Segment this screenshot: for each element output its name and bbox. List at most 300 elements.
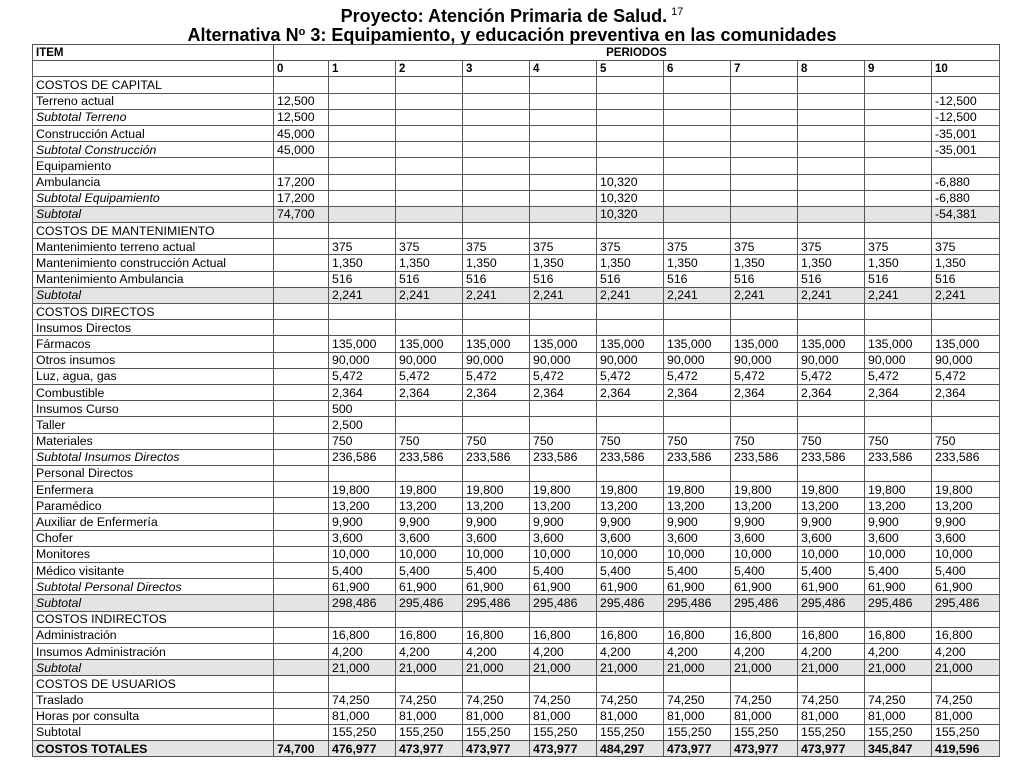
period-header-cell: 1 [329, 61, 396, 77]
value-cell: 74,250 [865, 692, 932, 708]
value-cell [329, 158, 396, 174]
value-cell: 476,977 [329, 741, 396, 757]
value-cell [664, 93, 731, 109]
table-row [33, 741, 1000, 757]
value-cell: 1,350 [329, 255, 396, 271]
value-cell: 155,250 [530, 724, 597, 740]
value-cell: 295,486 [396, 595, 463, 611]
value-cell: 295,486 [865, 595, 932, 611]
period-header-cell: 9 [865, 61, 932, 77]
table-row [33, 708, 1000, 724]
value-cell [530, 223, 597, 239]
value-cell: 61,900 [396, 579, 463, 595]
value-cell: 5,472 [731, 368, 798, 384]
value-cell: 90,000 [396, 352, 463, 368]
value-cell [396, 77, 463, 93]
value-cell [865, 109, 932, 125]
row-label: Subtotal Insumos Directos [33, 449, 274, 465]
value-cell [463, 125, 530, 141]
value-cell: 233,586 [798, 449, 865, 465]
value-cell [597, 77, 664, 93]
value-cell: 90,000 [597, 352, 664, 368]
value-cell: 2,364 [798, 384, 865, 400]
value-cell: 21,000 [664, 660, 731, 676]
row-label: COSTOS DE MANTENIMIENTO [33, 223, 274, 239]
table-row [33, 352, 1000, 368]
value-cell: 81,000 [530, 708, 597, 724]
value-cell: 1,350 [798, 255, 865, 271]
value-cell: 90,000 [530, 352, 597, 368]
value-cell: 375 [865, 239, 932, 255]
value-cell: 1,350 [597, 255, 664, 271]
value-cell [274, 368, 329, 384]
value-cell: 13,200 [396, 498, 463, 514]
row-label: Subtotal [33, 206, 274, 222]
value-cell [396, 206, 463, 222]
value-cell [274, 158, 329, 174]
value-cell [597, 93, 664, 109]
value-cell [865, 401, 932, 417]
table-row [33, 692, 1000, 708]
value-cell [597, 142, 664, 158]
value-cell [463, 174, 530, 190]
value-cell: 750 [731, 433, 798, 449]
value-cell: 16,800 [597, 627, 664, 643]
value-cell: 345,847 [865, 741, 932, 757]
value-cell: 4,200 [597, 643, 664, 659]
table-row [33, 125, 1000, 141]
value-cell [865, 417, 932, 433]
value-cell [274, 255, 329, 271]
value-cell: 2,364 [865, 384, 932, 400]
value-cell: 81,000 [396, 708, 463, 724]
value-cell: 233,586 [932, 449, 1000, 465]
value-cell [530, 77, 597, 93]
value-cell [274, 271, 329, 287]
value-cell [932, 676, 1000, 692]
value-cell: 10,000 [329, 546, 396, 562]
row-label: COSTOS DE CAPITAL [33, 77, 274, 93]
value-cell: 9,900 [463, 514, 530, 530]
value-cell [664, 611, 731, 627]
value-cell [463, 676, 530, 692]
value-cell [463, 77, 530, 93]
value-cell: 750 [597, 433, 664, 449]
value-cell [731, 93, 798, 109]
row-label: Mantenimiento construcción Actual [33, 255, 274, 271]
value-cell [798, 417, 865, 433]
value-cell [274, 546, 329, 562]
table-row [33, 368, 1000, 384]
value-cell: 5,400 [731, 563, 798, 579]
value-cell: 375 [597, 239, 664, 255]
value-cell [865, 304, 932, 320]
period-header-cell: 4 [530, 61, 597, 77]
value-cell: 298,486 [329, 595, 396, 611]
value-cell [664, 158, 731, 174]
value-cell [664, 190, 731, 206]
value-cell: 21,000 [530, 660, 597, 676]
value-cell [865, 223, 932, 239]
value-cell [932, 417, 1000, 433]
value-cell: 500 [329, 401, 396, 417]
value-cell: 2,241 [664, 287, 731, 303]
value-cell [329, 304, 396, 320]
value-cell [274, 579, 329, 595]
value-cell: -35,001 [932, 125, 1000, 141]
value-cell: 19,800 [396, 482, 463, 498]
value-cell [329, 611, 396, 627]
value-cell: 61,900 [597, 579, 664, 595]
value-cell: 750 [396, 433, 463, 449]
value-cell [731, 611, 798, 627]
row-label: Mantenimiento Ambulancia [33, 271, 274, 287]
value-cell: 74,700 [274, 741, 329, 757]
value-cell: 155,250 [731, 724, 798, 740]
value-cell: 484,297 [597, 741, 664, 757]
value-cell [664, 206, 731, 222]
value-cell [731, 304, 798, 320]
value-cell: 10,000 [396, 546, 463, 562]
value-cell [463, 401, 530, 417]
value-cell [463, 611, 530, 627]
value-cell: 135,000 [530, 336, 597, 352]
value-cell: 473,977 [798, 741, 865, 757]
value-cell [274, 304, 329, 320]
value-cell: 750 [463, 433, 530, 449]
value-cell [329, 206, 396, 222]
table-row [33, 546, 1000, 562]
title-text: Proyecto: Atención Primaria de Salud. [340, 6, 668, 26]
value-cell: 295,486 [798, 595, 865, 611]
value-cell: 19,800 [463, 482, 530, 498]
value-cell: 9,900 [396, 514, 463, 530]
value-cell [865, 125, 932, 141]
value-cell [865, 206, 932, 222]
value-cell: 750 [329, 433, 396, 449]
value-cell [274, 643, 329, 659]
value-cell [274, 627, 329, 643]
table-row [33, 271, 1000, 287]
value-cell: 2,364 [530, 384, 597, 400]
value-cell: 233,586 [530, 449, 597, 465]
table-row [33, 223, 1000, 239]
value-cell: 1,350 [463, 255, 530, 271]
value-cell [932, 320, 1000, 336]
value-cell: 750 [865, 433, 932, 449]
value-cell [731, 417, 798, 433]
table-row [33, 304, 1000, 320]
value-cell [463, 320, 530, 336]
value-cell: 81,000 [463, 708, 530, 724]
value-cell: 5,472 [597, 368, 664, 384]
value-cell [274, 320, 329, 336]
value-cell: 4,200 [463, 643, 530, 659]
value-cell: 90,000 [798, 352, 865, 368]
period-header-cell: 6 [664, 61, 731, 77]
row-label: Médico visitante [33, 563, 274, 579]
value-cell: 10,320 [597, 190, 664, 206]
table-row [33, 433, 1000, 449]
value-cell: 16,800 [530, 627, 597, 643]
value-cell: 516 [396, 271, 463, 287]
value-cell: 5,400 [530, 563, 597, 579]
value-cell: 155,250 [664, 724, 731, 740]
row-label: Subtotal Construcción [33, 142, 274, 158]
row-label: Subtotal [33, 287, 274, 303]
value-cell: 233,586 [865, 449, 932, 465]
value-cell: 90,000 [932, 352, 1000, 368]
value-cell: -12,500 [932, 93, 1000, 109]
value-cell: 9,900 [731, 514, 798, 530]
table-row [33, 724, 1000, 740]
value-cell: 236,586 [329, 449, 396, 465]
value-cell [530, 158, 597, 174]
value-cell: 9,900 [597, 514, 664, 530]
value-cell: 16,800 [731, 627, 798, 643]
row-label: Otros insumos [33, 352, 274, 368]
value-cell: 4,200 [731, 643, 798, 659]
value-cell: 12,500 [274, 109, 329, 125]
value-cell: 74,700 [274, 206, 329, 222]
value-cell [664, 417, 731, 433]
value-cell: 473,977 [463, 741, 530, 757]
row-label: Mantenimiento terreno actual [33, 239, 274, 255]
table-row [33, 109, 1000, 125]
value-cell [530, 304, 597, 320]
value-cell: 16,800 [396, 627, 463, 643]
value-cell: 155,250 [932, 724, 1000, 740]
row-label: COSTOS DIRECTOS [33, 304, 274, 320]
table-row [33, 482, 1000, 498]
row-label: COSTOS DE USUARIOS [33, 676, 274, 692]
value-cell: 5,400 [463, 563, 530, 579]
value-cell [597, 320, 664, 336]
value-cell [731, 320, 798, 336]
value-cell: 74,250 [731, 692, 798, 708]
value-cell: 155,250 [329, 724, 396, 740]
value-cell: 3,600 [530, 530, 597, 546]
table-row [33, 498, 1000, 514]
table-row [33, 255, 1000, 271]
value-cell [597, 611, 664, 627]
value-cell [329, 174, 396, 190]
period-header-cell: 10 [932, 61, 1000, 77]
value-cell: 4,200 [932, 643, 1000, 659]
row-label: Administración [33, 627, 274, 643]
value-cell [798, 304, 865, 320]
value-cell: 21,000 [329, 660, 396, 676]
value-cell: 516 [463, 271, 530, 287]
row-label: Combustible [33, 384, 274, 400]
table-row [33, 417, 1000, 433]
row-label: COSTOS INDIRECTOS [33, 611, 274, 627]
value-cell [865, 465, 932, 481]
item-header: ITEM [33, 45, 274, 61]
value-cell: 10,000 [530, 546, 597, 562]
value-cell: 135,000 [463, 336, 530, 352]
value-cell [396, 125, 463, 141]
value-cell: 5,472 [329, 368, 396, 384]
value-cell [731, 174, 798, 190]
table-row [33, 287, 1000, 303]
value-cell: 21,000 [463, 660, 530, 676]
value-cell: 2,241 [932, 287, 1000, 303]
table-row [33, 627, 1000, 643]
value-cell [932, 223, 1000, 239]
value-cell [274, 660, 329, 676]
value-cell [731, 401, 798, 417]
value-cell: 74,250 [463, 692, 530, 708]
value-cell: 3,600 [597, 530, 664, 546]
value-cell: 4,200 [396, 643, 463, 659]
value-cell: 61,900 [664, 579, 731, 595]
value-cell [530, 174, 597, 190]
value-cell: 135,000 [731, 336, 798, 352]
table-row [33, 190, 1000, 206]
value-cell: 295,486 [932, 595, 1000, 611]
value-cell [274, 611, 329, 627]
value-cell: 516 [731, 271, 798, 287]
row-label: Insumos Administración [33, 643, 274, 659]
value-cell: 2,500 [329, 417, 396, 433]
value-cell: 17,200 [274, 190, 329, 206]
value-cell: 19,800 [731, 482, 798, 498]
value-cell: 90,000 [463, 352, 530, 368]
value-cell [664, 676, 731, 692]
value-cell [329, 190, 396, 206]
value-cell: 516 [597, 271, 664, 287]
value-cell [396, 320, 463, 336]
value-cell: 13,200 [463, 498, 530, 514]
value-cell: 16,800 [798, 627, 865, 643]
value-cell [274, 530, 329, 546]
value-cell: 19,800 [597, 482, 664, 498]
value-cell: 21,000 [731, 660, 798, 676]
value-cell [396, 417, 463, 433]
value-cell: 750 [798, 433, 865, 449]
value-cell [463, 304, 530, 320]
value-cell: 5,400 [597, 563, 664, 579]
row-label: Fármacos [33, 336, 274, 352]
value-cell [274, 352, 329, 368]
row-label: Monitores [33, 546, 274, 562]
value-cell [664, 320, 731, 336]
value-cell [274, 676, 329, 692]
value-cell: 5,400 [664, 563, 731, 579]
value-cell [865, 93, 932, 109]
value-cell [530, 190, 597, 206]
value-cell: -54,381 [932, 206, 1000, 222]
value-cell: 5,472 [463, 368, 530, 384]
value-cell: 81,000 [798, 708, 865, 724]
value-cell: 61,900 [329, 579, 396, 595]
value-cell: 61,900 [798, 579, 865, 595]
value-cell: 81,000 [932, 708, 1000, 724]
document-title [0, 7, 1024, 25]
value-cell: 21,000 [798, 660, 865, 676]
value-cell [274, 724, 329, 740]
value-cell: 233,586 [664, 449, 731, 465]
value-cell [274, 482, 329, 498]
row-label: Subtotal [33, 660, 274, 676]
value-cell [932, 465, 1000, 481]
value-cell: 74,250 [932, 692, 1000, 708]
value-cell [329, 109, 396, 125]
value-cell [329, 77, 396, 93]
value-cell: 90,000 [865, 352, 932, 368]
value-cell [932, 304, 1000, 320]
value-cell: 1,350 [731, 255, 798, 271]
value-cell [274, 514, 329, 530]
value-cell: 135,000 [798, 336, 865, 352]
value-cell: 155,250 [597, 724, 664, 740]
value-cell [932, 401, 1000, 417]
value-cell: 2,364 [463, 384, 530, 400]
value-cell [664, 401, 731, 417]
value-cell: 4,200 [664, 643, 731, 659]
row-label: Subtotal Equipamiento [33, 190, 274, 206]
value-cell [329, 125, 396, 141]
value-cell: 13,200 [597, 498, 664, 514]
row-label: Chofer [33, 530, 274, 546]
value-cell [865, 190, 932, 206]
value-cell [597, 465, 664, 481]
value-cell: 74,250 [329, 692, 396, 708]
value-cell: 13,200 [664, 498, 731, 514]
value-cell: 2,364 [932, 384, 1000, 400]
value-cell: 375 [396, 239, 463, 255]
value-cell: 19,800 [798, 482, 865, 498]
row-label: Paramédico [33, 498, 274, 514]
value-cell: 135,000 [396, 336, 463, 352]
header-row-periods [33, 45, 1000, 61]
value-cell: 16,800 [865, 627, 932, 643]
value-cell: 19,800 [932, 482, 1000, 498]
value-cell: 1,350 [530, 255, 597, 271]
header-row-period-numbers [33, 61, 1000, 77]
value-cell: -12,500 [932, 109, 1000, 125]
value-cell [798, 676, 865, 692]
period-header-cell: 3 [463, 61, 530, 77]
table-row [33, 595, 1000, 611]
subtitle-prefix: Alternativa N [187, 25, 299, 45]
value-cell: 5,472 [932, 368, 1000, 384]
value-cell: 21,000 [865, 660, 932, 676]
value-cell [274, 433, 329, 449]
value-cell: 74,250 [798, 692, 865, 708]
value-cell: 19,800 [865, 482, 932, 498]
table-row [33, 611, 1000, 627]
value-cell [396, 304, 463, 320]
value-cell [274, 465, 329, 481]
value-cell [865, 174, 932, 190]
table-row [33, 336, 1000, 352]
value-cell [798, 158, 865, 174]
value-cell: 10,320 [597, 174, 664, 190]
table-row [33, 530, 1000, 546]
table-row [33, 643, 1000, 659]
value-cell [731, 77, 798, 93]
row-label: Subtotal Personal Directos [33, 579, 274, 595]
value-cell [798, 206, 865, 222]
value-cell [274, 239, 329, 255]
row-label: Materiales [33, 433, 274, 449]
value-cell: 375 [463, 239, 530, 255]
value-cell: 10,000 [731, 546, 798, 562]
value-cell: 12,500 [274, 93, 329, 109]
value-cell [664, 109, 731, 125]
